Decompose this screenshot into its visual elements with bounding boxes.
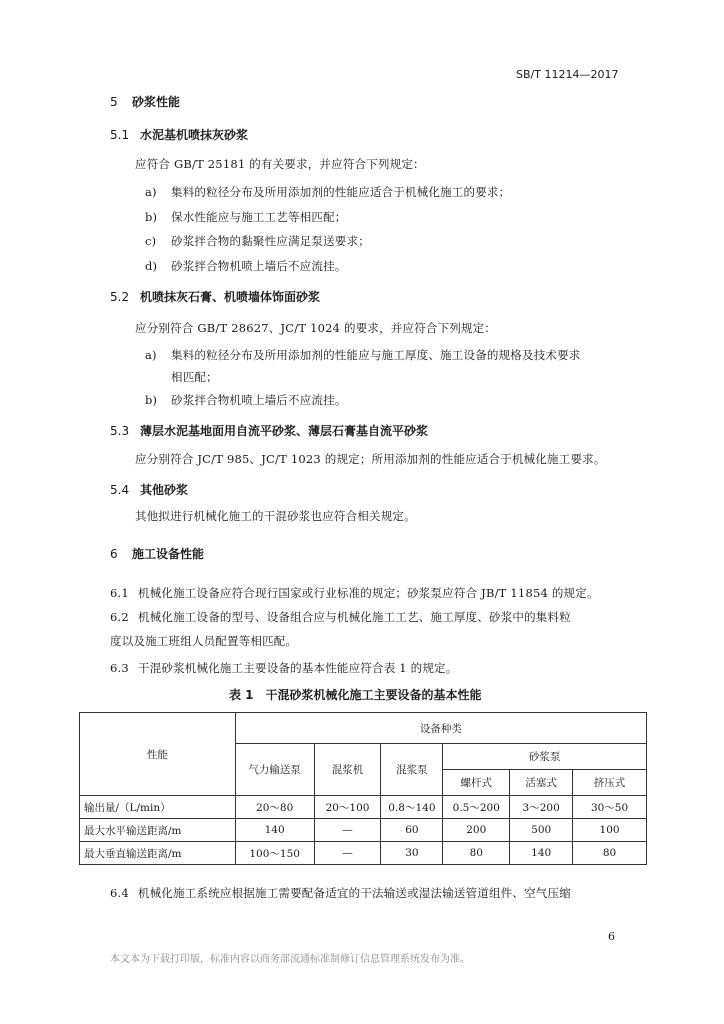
section-6-2 <box>110 609 571 625</box>
clause-text: 机械化施工设备应符合现行国家或行业标准的规定；砂浆泵应符合 JB/T 11854 的规定。 <box>138 586 599 600</box>
cell: 100～150 <box>235 842 314 865</box>
section-title: 砂浆性能 <box>132 95 181 109</box>
section-5-1-heading <box>110 126 248 143</box>
download-notice: 本文本为下载打印版，标准内容以商务部流通标准制修订信息管理系统发布为准。 <box>110 954 470 965</box>
row-label: 输出量/（L/min） <box>80 796 236 819</box>
table-row <box>80 796 647 819</box>
cell: 60 <box>381 819 443 842</box>
section-6-1 <box>110 585 599 601</box>
cell: 0.5～200 <box>443 796 510 819</box>
section-number: 5.1 <box>110 128 130 142</box>
section-number: 6.1 <box>110 586 129 600</box>
list-text: 保水性能应与施工工艺等相匹配； <box>171 210 347 224</box>
section-6-4 <box>110 885 571 901</box>
cell: 140 <box>510 842 573 865</box>
list-text: 砂浆拌合物的黏聚性应满足泵送要求； <box>171 234 370 248</box>
list-text: 集料的粒径分布及所用添加剂的性能应适合于机械化施工的要求； <box>171 185 511 199</box>
list-marker: a) <box>145 185 157 199</box>
row-label: 最大垂直输送距离/m <box>80 842 236 865</box>
header-col: 混浆机 <box>314 744 381 796</box>
page-number: 6 <box>608 930 615 943</box>
clause-text: 机械化施工系统应根据施工需要配备适宜的干法输送或湿法输送管道组件、空气压缩 <box>138 886 571 900</box>
equipment-performance-table <box>79 712 647 865</box>
cell: 20～80 <box>235 796 314 819</box>
list-item <box>145 392 347 408</box>
table-row <box>80 819 647 842</box>
header-col: 气力输送泵 <box>235 744 314 796</box>
list-item-continuation: 相匹配； <box>171 370 218 384</box>
section-number: 6.2 <box>110 610 129 624</box>
section-5-heading <box>110 93 180 110</box>
list-item <box>145 233 370 249</box>
row-label: 最大水平输送距离/m <box>80 819 236 842</box>
section-5-3-heading <box>110 422 428 439</box>
list-marker: b) <box>145 393 158 407</box>
header-pump-col: 挤压式 <box>573 770 647 796</box>
section-number: 5.4 <box>110 483 130 497</box>
section-5-2-intro: 应分别符合 GB/T 28627、JC/T 1024 的要求，并应符合下列规定： <box>135 321 497 335</box>
cell: 80 <box>573 842 647 865</box>
list-marker: b) <box>145 210 158 224</box>
table-caption: 表 1 干混砂浆机械化施工主要设备的基本性能 <box>229 688 482 702</box>
list-marker: d) <box>145 259 158 273</box>
list-text: 砂浆拌合物机喷上墙后不应流挂。 <box>171 393 347 407</box>
cell: 30 <box>381 842 443 865</box>
header-performance: 性能 <box>80 713 236 796</box>
section-number: 6.4 <box>110 886 129 900</box>
cell: 100 <box>573 819 647 842</box>
section-number: 5.2 <box>110 290 130 304</box>
list-item <box>145 184 510 200</box>
section-5-4-text: 其他拟进行机械化施工的干混砂浆也应符合相关规定。 <box>135 509 416 523</box>
clause-text: 机械化施工设备的型号、设备组合应与机械化施工工艺、施工厚度、砂浆中的集料粒 <box>138 610 571 624</box>
section-6-3 <box>110 660 457 676</box>
section-title: 水泥基机喷抹灰砂浆 <box>140 128 249 142</box>
table-row <box>80 842 647 865</box>
section-number: 6 <box>110 547 118 561</box>
cell: 140 <box>235 819 314 842</box>
list-marker: a) <box>145 348 157 362</box>
clause-text: 干混砂浆机械化施工主要设备的基本性能应符合表 1 的规定。 <box>138 661 458 675</box>
section-title: 薄层水泥基地面用自流平砂浆、薄层石膏基自流平砂浆 <box>140 424 429 438</box>
list-item <box>145 209 347 225</box>
section-5-3-text: 应分别符合 JC/T 985、JC/T 1023 的规定；所用添加剂的性能应适合于机械化施工要求。 <box>135 452 606 466</box>
cell: 20～100 <box>314 796 381 819</box>
section-number: 6.3 <box>110 661 129 675</box>
header-pump-col: 螺杆式 <box>443 770 510 796</box>
cell: 3～200 <box>510 796 573 819</box>
section-number: 5 <box>110 95 118 109</box>
cell: 80 <box>443 842 510 865</box>
section-6-2-continuation: 度以及施工班组人员配置等相匹配。 <box>110 634 298 648</box>
cell: — <box>314 819 381 842</box>
cell: 30～50 <box>573 796 647 819</box>
list-item <box>145 258 347 274</box>
list-text: 集料的粒径分布及所用添加剂的性能应与施工厚度、施工设备的规格及技术要求 <box>171 348 581 362</box>
section-5-2-heading <box>110 288 320 305</box>
cell: 500 <box>510 819 573 842</box>
cell: 0.8～140 <box>381 796 443 819</box>
section-title: 机喷抹灰石膏、机喷墙体饰面砂浆 <box>140 290 321 304</box>
header-col: 混浆泵 <box>381 744 443 796</box>
list-marker: c) <box>145 234 157 248</box>
list-item <box>145 347 581 363</box>
header-pump-col: 活塞式 <box>510 770 573 796</box>
standard-code: SB/T 11214—2017 <box>516 68 619 81</box>
header-equipment-types: 设备种类 <box>235 713 646 744</box>
section-5-1-intro: 应符合 GB/T 25181 的有关要求，并应符合下列规定： <box>135 157 425 171</box>
section-title: 施工设备性能 <box>132 547 205 561</box>
section-6-heading <box>110 545 204 562</box>
header-mortar-pump: 砂浆泵 <box>443 744 647 770</box>
section-5-4-heading <box>110 481 188 498</box>
section-title: 其他砂浆 <box>140 483 189 497</box>
cell: — <box>314 842 381 865</box>
cell: 200 <box>443 819 510 842</box>
section-number: 5.3 <box>110 424 130 438</box>
list-text: 砂浆拌合物机喷上墙后不应流挂。 <box>171 259 347 273</box>
